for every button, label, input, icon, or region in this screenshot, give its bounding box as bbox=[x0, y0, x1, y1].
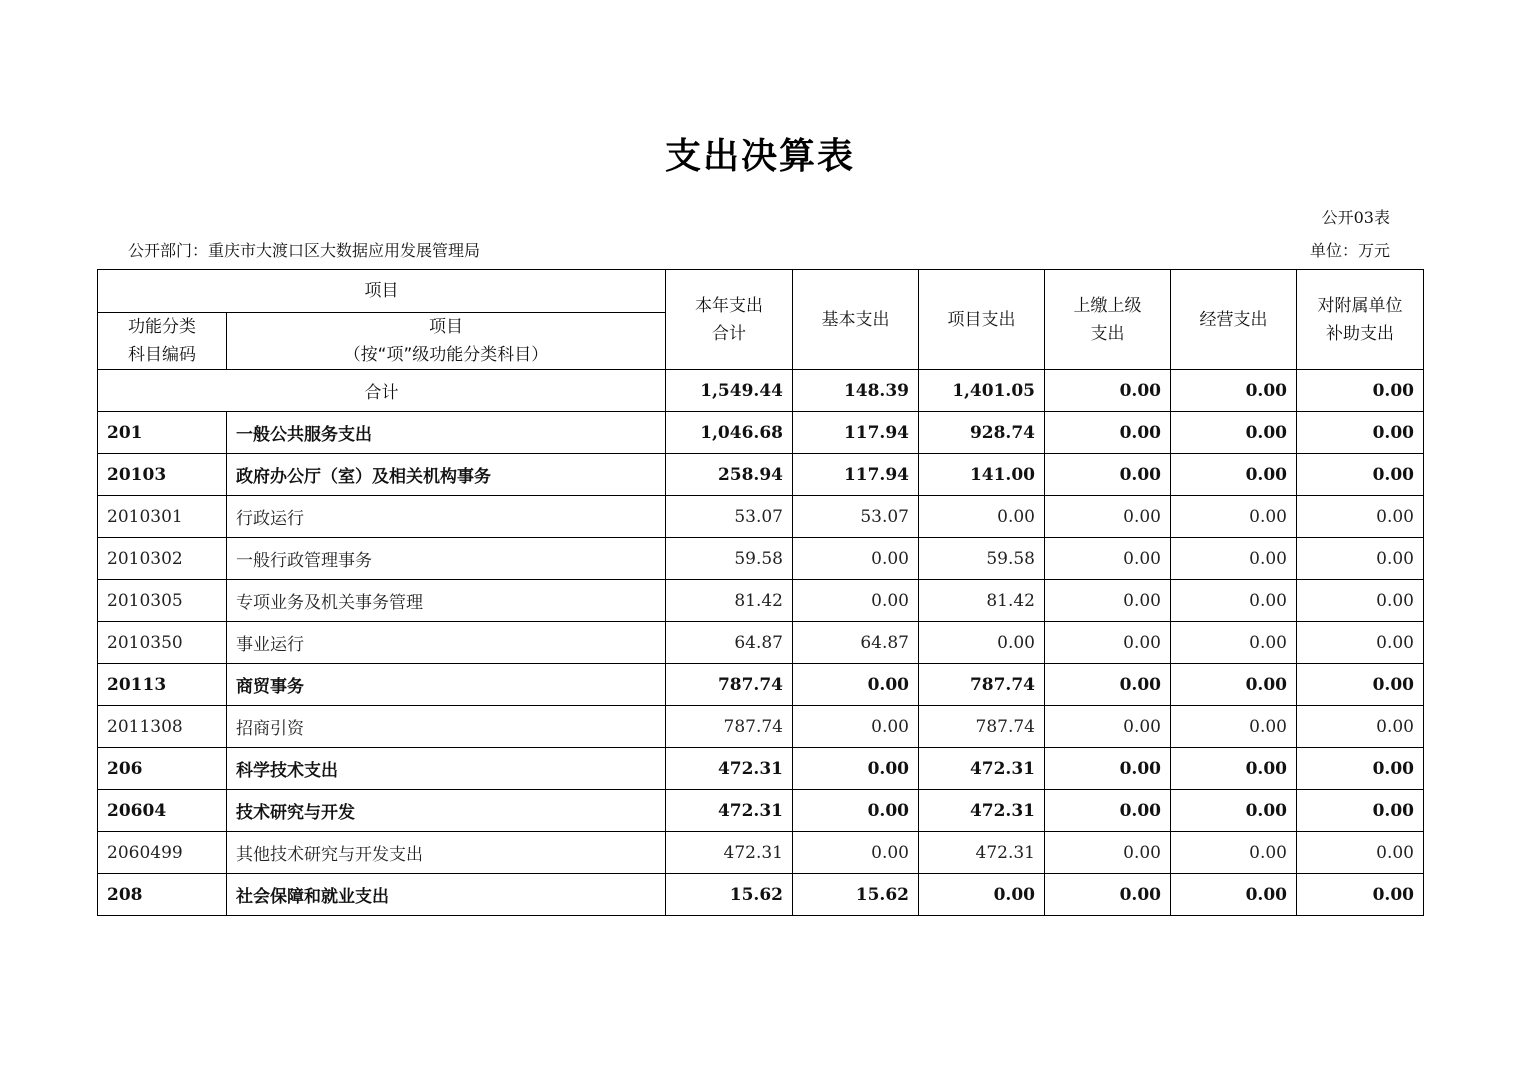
row-upper: 0.00 bbox=[1045, 790, 1171, 832]
row-basic: 117.94 bbox=[793, 412, 919, 454]
row-subsidy: 0.00 bbox=[1297, 580, 1424, 622]
row-upper: 0.00 bbox=[1045, 454, 1171, 496]
row-basic: 0.00 bbox=[793, 706, 919, 748]
row-total: 472.31 bbox=[666, 832, 793, 874]
row-subsidy: 0.00 bbox=[1297, 706, 1424, 748]
header-business: 经营支出 bbox=[1171, 270, 1297, 370]
row-total: 787.74 bbox=[666, 664, 793, 706]
row-total: 64.87 bbox=[666, 622, 793, 664]
row-upper: 0.00 bbox=[1045, 538, 1171, 580]
header-code: 功能分类 科目编码 bbox=[98, 313, 227, 370]
row-upper: 0.00 bbox=[1045, 832, 1171, 874]
header-upper: 上缴上级 支出 bbox=[1045, 270, 1171, 370]
table-row bbox=[98, 748, 1424, 790]
row-business: 0.00 bbox=[1171, 874, 1297, 916]
row-code: 2060499 bbox=[98, 832, 227, 874]
row-name: 技术研究与开发 bbox=[227, 790, 666, 832]
row-total: 1,046.68 bbox=[666, 412, 793, 454]
row-code: 20113 bbox=[98, 664, 227, 706]
row-subsidy: 0.00 bbox=[1297, 874, 1424, 916]
total-subsidy: 0.00 bbox=[1297, 370, 1424, 412]
department-label: 公开部门：重庆市大渡口区大数据应用发展管理局 bbox=[128, 241, 481, 260]
row-upper: 0.00 bbox=[1045, 412, 1171, 454]
form-number: 公开03表 bbox=[1321, 208, 1390, 227]
total-business: 0.00 bbox=[1171, 370, 1297, 412]
row-project: 928.74 bbox=[919, 412, 1045, 454]
row-project: 141.00 bbox=[919, 454, 1045, 496]
header-name: 项目 （按“项”级功能分类科目） bbox=[227, 313, 666, 370]
row-business: 0.00 bbox=[1171, 832, 1297, 874]
row-subsidy: 0.00 bbox=[1297, 748, 1424, 790]
row-business: 0.00 bbox=[1171, 622, 1297, 664]
row-business: 0.00 bbox=[1171, 706, 1297, 748]
row-project: 0.00 bbox=[919, 496, 1045, 538]
row-subsidy: 0.00 bbox=[1297, 538, 1424, 580]
row-total: 59.58 bbox=[666, 538, 793, 580]
table-row bbox=[98, 664, 1424, 706]
total-project: 1,401.05 bbox=[919, 370, 1045, 412]
row-code: 2010350 bbox=[98, 622, 227, 664]
header-project: 项目支出 bbox=[919, 270, 1045, 370]
row-name: 招商引资 bbox=[227, 706, 666, 748]
row-name: 事业运行 bbox=[227, 622, 666, 664]
row-name: 一般公共服务支出 bbox=[227, 412, 666, 454]
row-total: 787.74 bbox=[666, 706, 793, 748]
expenditure-table bbox=[97, 269, 1424, 916]
row-name: 政府办公厅（室）及相关机构事务 bbox=[227, 454, 666, 496]
row-total: 472.31 bbox=[666, 790, 793, 832]
row-subsidy: 0.00 bbox=[1297, 496, 1424, 538]
row-project: 0.00 bbox=[919, 874, 1045, 916]
row-project: 472.31 bbox=[919, 790, 1045, 832]
table-row bbox=[98, 454, 1424, 496]
header-row bbox=[98, 270, 1424, 313]
row-total: 472.31 bbox=[666, 748, 793, 790]
row-basic: 53.07 bbox=[793, 496, 919, 538]
row-project: 0.00 bbox=[919, 622, 1045, 664]
row-basic: 0.00 bbox=[793, 538, 919, 580]
row-business: 0.00 bbox=[1171, 748, 1297, 790]
total-total: 1,549.44 bbox=[666, 370, 793, 412]
row-name: 社会保障和就业支出 bbox=[227, 874, 666, 916]
total-label: 合计 bbox=[98, 370, 666, 412]
total-basic: 148.39 bbox=[793, 370, 919, 412]
row-business: 0.00 bbox=[1171, 790, 1297, 832]
row-business: 0.00 bbox=[1171, 538, 1297, 580]
table-row bbox=[98, 706, 1424, 748]
row-code: 208 bbox=[98, 874, 227, 916]
row-name: 科学技术支出 bbox=[227, 748, 666, 790]
row-subsidy: 0.00 bbox=[1297, 664, 1424, 706]
row-business: 0.00 bbox=[1171, 664, 1297, 706]
table-row bbox=[98, 496, 1424, 538]
table-row bbox=[98, 622, 1424, 664]
row-name: 行政运行 bbox=[227, 496, 666, 538]
row-project: 59.58 bbox=[919, 538, 1045, 580]
row-upper: 0.00 bbox=[1045, 874, 1171, 916]
row-project: 787.74 bbox=[919, 706, 1045, 748]
row-basic: 0.00 bbox=[793, 664, 919, 706]
row-code: 20604 bbox=[98, 790, 227, 832]
row-basic: 0.00 bbox=[793, 790, 919, 832]
row-business: 0.00 bbox=[1171, 496, 1297, 538]
row-upper: 0.00 bbox=[1045, 580, 1171, 622]
row-total: 53.07 bbox=[666, 496, 793, 538]
row-subsidy: 0.00 bbox=[1297, 412, 1424, 454]
row-total: 81.42 bbox=[666, 580, 793, 622]
row-basic: 0.00 bbox=[793, 832, 919, 874]
header-total: 本年支出 合计 bbox=[666, 270, 793, 370]
row-code: 201 bbox=[98, 412, 227, 454]
row-upper: 0.00 bbox=[1045, 622, 1171, 664]
row-basic: 15.62 bbox=[793, 874, 919, 916]
row-code: 2010301 bbox=[98, 496, 227, 538]
row-business: 0.00 bbox=[1171, 580, 1297, 622]
row-code: 2011308 bbox=[98, 706, 227, 748]
page-title: 支出决算表 bbox=[664, 136, 855, 177]
header-project-group: 项目 bbox=[98, 270, 666, 313]
row-upper: 0.00 bbox=[1045, 748, 1171, 790]
row-code: 20103 bbox=[98, 454, 227, 496]
row-name: 其他技术研究与开发支出 bbox=[227, 832, 666, 874]
row-code: 2010302 bbox=[98, 538, 227, 580]
header-subsidy: 对附属单位 补助支出 bbox=[1297, 270, 1424, 370]
total-row bbox=[98, 370, 1424, 412]
row-name: 商贸事务 bbox=[227, 664, 666, 706]
row-code: 2010305 bbox=[98, 580, 227, 622]
row-total: 258.94 bbox=[666, 454, 793, 496]
row-subsidy: 0.00 bbox=[1297, 454, 1424, 496]
row-basic: 64.87 bbox=[793, 622, 919, 664]
row-subsidy: 0.00 bbox=[1297, 622, 1424, 664]
row-project: 81.42 bbox=[919, 580, 1045, 622]
row-basic: 117.94 bbox=[793, 454, 919, 496]
row-basic: 0.00 bbox=[793, 748, 919, 790]
row-code: 206 bbox=[98, 748, 227, 790]
table-row bbox=[98, 412, 1424, 454]
unit-label: 单位：万元 bbox=[1309, 241, 1390, 260]
total-upper: 0.00 bbox=[1045, 370, 1171, 412]
row-upper: 0.00 bbox=[1045, 496, 1171, 538]
table-row bbox=[98, 874, 1424, 916]
row-basic: 0.00 bbox=[793, 580, 919, 622]
row-subsidy: 0.00 bbox=[1297, 790, 1424, 832]
header-basic: 基本支出 bbox=[793, 270, 919, 370]
row-subsidy: 0.00 bbox=[1297, 832, 1424, 874]
table-row bbox=[98, 538, 1424, 580]
row-project: 472.31 bbox=[919, 832, 1045, 874]
table-row bbox=[98, 580, 1424, 622]
row-name: 一般行政管理事务 bbox=[227, 538, 666, 580]
table-row bbox=[98, 790, 1424, 832]
table-row bbox=[98, 832, 1424, 874]
row-upper: 0.00 bbox=[1045, 706, 1171, 748]
row-business: 0.00 bbox=[1171, 412, 1297, 454]
row-name: 专项业务及机关事务管理 bbox=[227, 580, 666, 622]
row-upper: 0.00 bbox=[1045, 664, 1171, 706]
row-project: 472.31 bbox=[919, 748, 1045, 790]
row-business: 0.00 bbox=[1171, 454, 1297, 496]
row-project: 787.74 bbox=[919, 664, 1045, 706]
row-total: 15.62 bbox=[666, 874, 793, 916]
